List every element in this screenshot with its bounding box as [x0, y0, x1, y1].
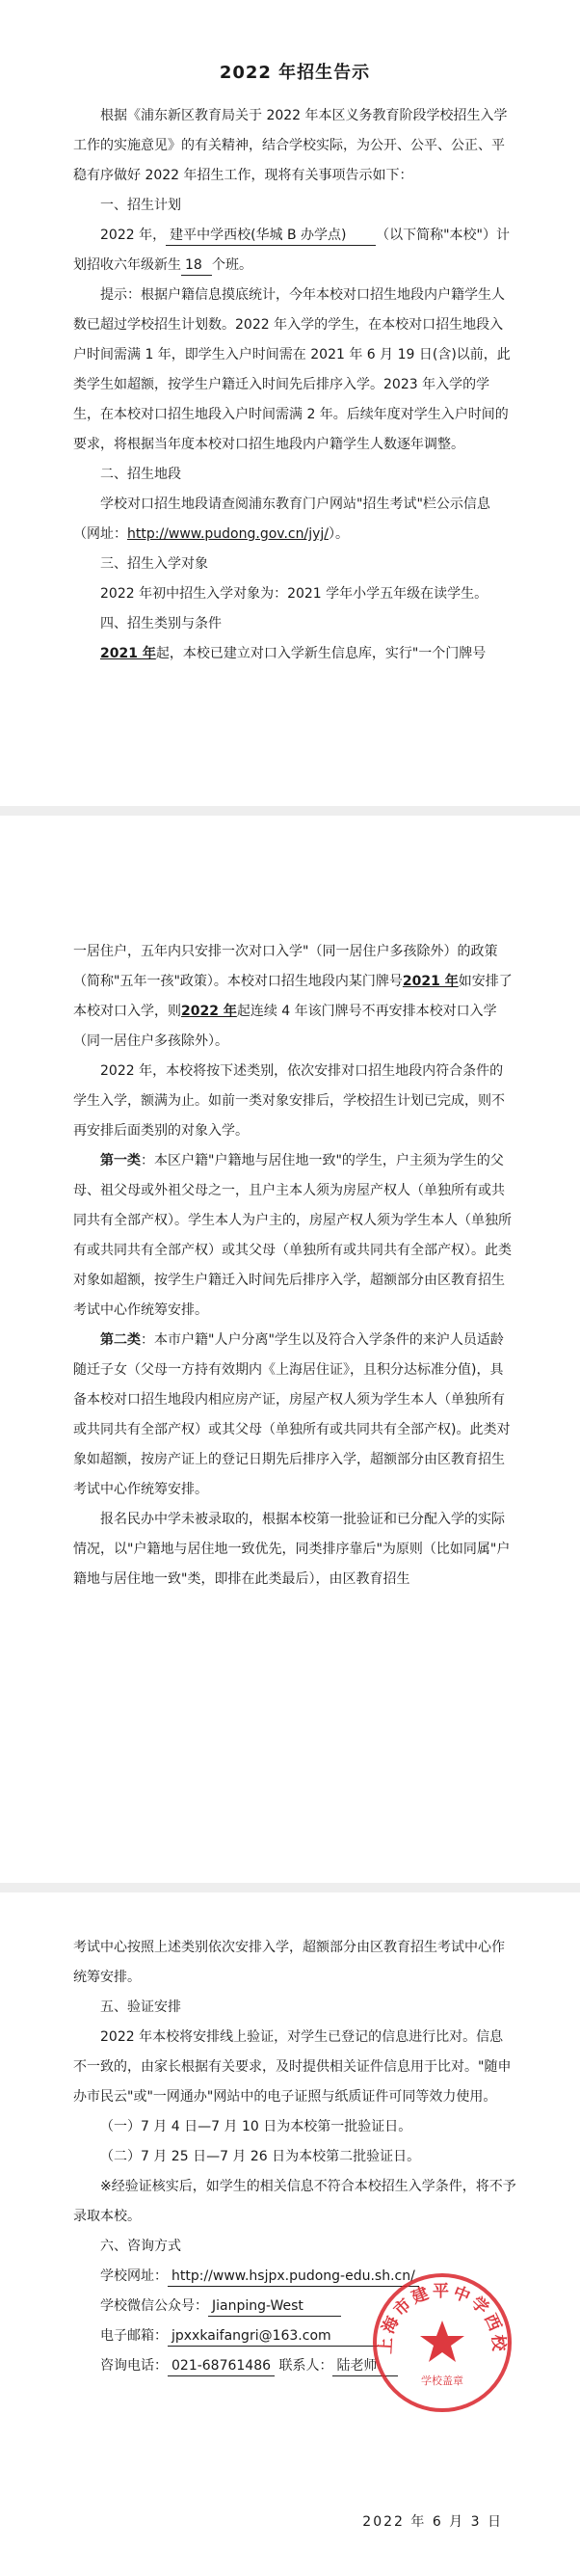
- private-school-paragraph: 报名民办中学未被录取的，根据本校第一批验证和已分配入学的实际情况，以"户籍地与居住地一致优先，同类排序靠后"为原则（比如同属"户籍地与居住地一致"类，即排在此类最后），由区教育招生: [73, 1512, 511, 1587]
- category-2-label: 第二类: [100, 1332, 141, 1348]
- continuation-paragraph: 考试中心按照上述类别依次安排入学，超额部分由区教育招生考试中心作统筹安排。: [73, 1940, 505, 1985]
- section-2-text: [73, 490, 516, 550]
- person-label: 联系人：: [278, 2358, 333, 2374]
- school-name: 建平中学西校(华城 B 办学点): [166, 226, 376, 246]
- enrollment-plan: [73, 221, 516, 281]
- website-label: 学校网址：: [100, 2268, 168, 2284]
- verify-batch-2: （二）7 月 25 日—7 月 26 日为本校第二批验证日。: [100, 2149, 421, 2164]
- verify-batch-1: （一）7 月 4 日—7 月 10 日为本校第一批验证日。: [100, 2119, 412, 2134]
- page-1-content: [73, 58, 516, 669]
- policy-line-3: 起连续 4 年该门牌号不再安排本校对口入学（同一居住户多孩除外）。: [73, 1004, 497, 1049]
- plan-suffix: 个班。: [212, 257, 252, 273]
- tip-paragraph: 提示：根据户籍信息摸底统计，今年本校对口招生地段内户籍学生人数已超过学校招生计划数。2022 年入学的学生，在本校对口招生地段入户时间需满 1 年，即学生入户时间需在 2021 年 6 月 19 日(含)以前，此类学生如超额，按学生户籍迁入时间先后排序入学。2023 年入学的学生，在本校对口招生地段入户时间需满 2 年。后续年度对学生入户时间的要求，将根据当年度本校对口招生地段内户籍学生人数逐年调整。: [73, 287, 511, 452]
- school-website-link[interactable]: http://www.hsjpx.pudong-edu.sh.cn/: [168, 2267, 419, 2287]
- section-4-heading: 四、招生类别与条件: [100, 616, 222, 631]
- email-label: 电子邮箱：: [100, 2328, 168, 2344]
- intro-paragraph: 根据《浦东新区教育局关于 2022 年本区义务教育阶段学校招生入学工作的实施意见》的有关精神，结合学校实际，为公开、公平、公正、平稳有序做好 2022 年招生工作，现将有关事项告示如下：: [73, 108, 508, 183]
- wechat-account: Jianping-West: [208, 2296, 341, 2317]
- category-2-paragraph: [73, 1326, 516, 1505]
- category-order-paragraph: 2022 年，本校将按下述类别，依次安排对口招生地段内符合条件的学生入学，额满为止。如前一类对象安排后，学校招生计划已完成，则不再安排后面类别的对象入学。: [73, 1063, 505, 1139]
- section-2-text-b: ）。: [329, 526, 349, 542]
- page-title: 2022 年招生告示: [219, 63, 371, 83]
- policy-line-2: 如安排了本校对口入学，则: [73, 974, 513, 1019]
- email-link[interactable]: jpxxkaifangri@163.com: [168, 2326, 378, 2347]
- category-1-paragraph: [73, 1146, 516, 1326]
- plan-middle: （以下简称"本校"）计划招收六年级新生: [73, 228, 510, 273]
- section-4-year: 2021 年: [100, 646, 156, 661]
- category-1-text: ：本区户籍"户籍地与居住地一致"的学生，户主须为学生的父母、祖父母或外祖父母之一，且户主本人须为房屋产权人（单独所有或共同共有全部产权）。学生本人为户主的，房屋产权人须为学生本人（单独所有或共同共有全部产权）或其父母（单独所有或共同共有全部产权）。此类对象如超额，按学生户籍迁入时间先后排序入学，超额部分由区教育招生考试中心作统筹安排。: [73, 1153, 512, 1318]
- page-separator: [0, 806, 580, 816]
- school-seal-stamp: [370, 2270, 514, 2415]
- policy-line-1: 一居住户，五年内只安排一次对口入学"（同一居住户多孩除外）的政策（简称"五年一孩"政策）。本校对口招生地段内某门牌号: [73, 944, 498, 989]
- document-page-1: [0, 0, 580, 805]
- class-count: 18: [181, 255, 212, 276]
- section-2-text-a: 学校对口招生地段请查阅浦东教育门户网站"招生考试"栏公示信息（网址：: [73, 496, 490, 542]
- verify-note: ※经验证核实后，如学生的相关信息不符合本校招生入学条件，将不予录取本校。: [73, 2179, 516, 2224]
- phone-number: 021-68761486: [168, 2356, 275, 2376]
- district-url-link[interactable]: http://www.pudong.gov.cn/jyj/: [127, 526, 329, 542]
- page-separator-2: [0, 1883, 580, 1892]
- section-4-text-start: 起，本校已建立对口入学新生信息库，实行"一个门牌号: [155, 646, 487, 661]
- document-page-2: [0, 821, 580, 1882]
- category-2-text: ：本市户籍"人户分离"学生以及符合入学条件的来沪人员适龄随迁子女（父母一方持有效期内《上海居住证》，且积分达标准分值)，具备本校对口招生地段内相应房产证，房屋产权人须为学生本人（单独所有或共同共有全部产权）或其父母（单独所有或共同共有全部产权)。此类对象如超额，按房产证上的登记日期先后排序入学，超额部分由区教育招生考试中心作统筹安排。: [73, 1332, 511, 1497]
- policy-year-a: 2021 年: [402, 974, 459, 989]
- policy-year-b: 2022 年: [181, 1004, 237, 1019]
- document-page-3: [0, 1894, 580, 2576]
- seal-sub-text: 学校盖章: [421, 2375, 463, 2387]
- section-3-text: 2022 年初中招生入学对象为：2021 学年小学五年级在读学生。: [100, 586, 488, 602]
- seal-star-icon: [420, 2321, 464, 2362]
- policy-paragraph: [73, 937, 516, 1057]
- section-1-heading: 一、招生计划: [100, 198, 181, 213]
- section-6-heading: 六、咨询方式: [100, 2239, 181, 2254]
- contact-person: 陆老师: [332, 2356, 398, 2376]
- wechat-label: 学校微信公众号：: [100, 2298, 208, 2314]
- section-5-heading: 五、验证安排: [100, 1999, 181, 2015]
- section-4-text: [73, 639, 516, 669]
- seal-arc-text: 上海市建平中学西校: [376, 2282, 509, 2355]
- plan-prefix: 2022 年，: [100, 228, 167, 243]
- page-2-content: [73, 937, 516, 1595]
- notice-date: 2022 年 6 月 3 日: [362, 2514, 503, 2530]
- section-2-heading: 二、招生地段: [100, 467, 181, 482]
- phone-label: 咨询电话：: [100, 2358, 168, 2374]
- section-3-heading: 三、招生入学对象: [100, 556, 208, 572]
- section-5-text: 2022 年本校将安排线上验证，对学生已登记的信息进行比对。信息不一致的，由家长根据有关要求，及时提供相关证件信息用于比对。"随申办市民云"或"一网通办"网站中的电子证照与纸质证件可同等效力使用。: [73, 2029, 512, 2105]
- category-1-label: 第一类: [100, 1153, 141, 1168]
